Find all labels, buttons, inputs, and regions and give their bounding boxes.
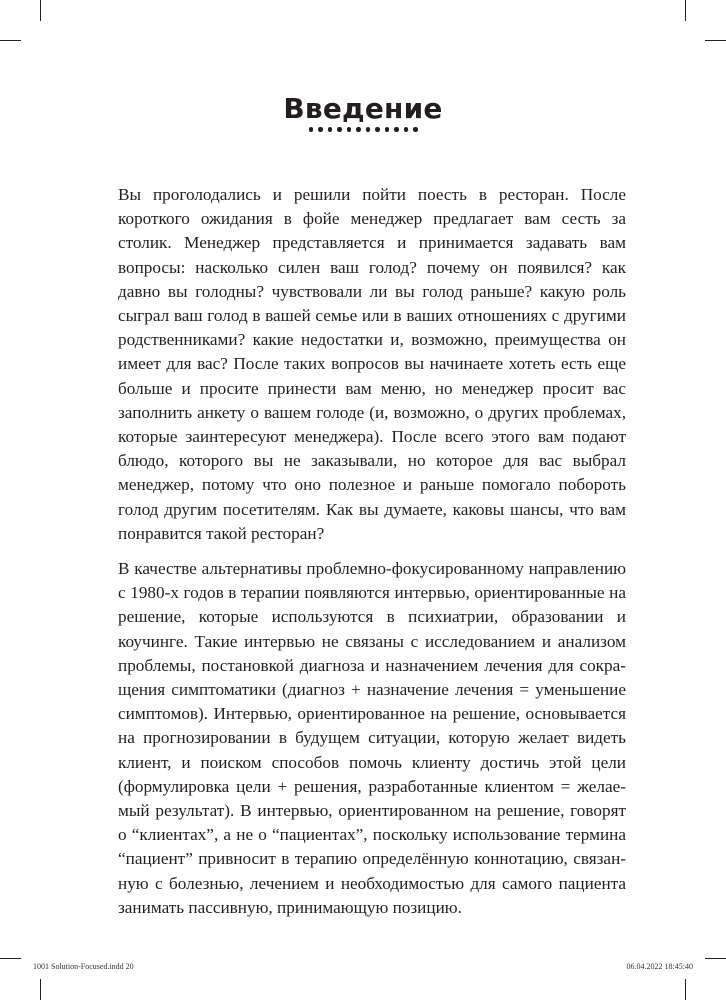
crop-mark-top-right-h <box>705 40 726 41</box>
crop-mark-top-right-v <box>685 0 686 21</box>
crop-mark-bottom-right-v <box>685 979 686 1000</box>
paragraph: Вы проголодались и решили пойти поесть в ресторан. После короткого ожидания в фойе менеджер предлагает вам сесть за столик. Менеджер представляется и принимается задавать вам вопросы: насколько силен ваш голод? почему он появился? как давно вы голодны? чувствовали ли вы голод раньше? какую роль сыграл ваш голод в вашей семье или в ваших отношениях с другими родственниками? какие недостатки и, возможно, преимущества он имеет для вас? После таких вопросов вы начинаете хотеть есть еще больше и просите принести вам меню, но менеджер просит вас заполнить анкету о вашем голоде (и, возможно, о других проблемах, которые заинтересуют менеджера). После всего этого вам подают блюдо, которого вы не заказывали, но которое для вас выбрал менеджер, потому что оно полезное и раньше помогало побороть голод другим посетителям. Как вы думаете, каковы шансы, что вам понравится такой ресторан? <box>118 185 626 543</box>
page-title: Введение <box>283 92 443 125</box>
crop-mark-top-left-h <box>0 40 21 41</box>
body-text <box>118 183 626 920</box>
title-dots-ornament <box>0 127 726 132</box>
slug-datetime: 06.04.2022 18:45:40 <box>626 962 693 971</box>
slug-file-info: 1001 Solution-Focused.indd 20 <box>33 962 134 971</box>
crop-mark-bottom-left-v <box>40 979 41 1000</box>
paragraph: В качестве альтернативы проблемно-фокусированному направлению с 1980-х годов в терапии появляются интервью, ориентированные на решение, которые используются в психиатрии, образовании и коучинге. Такие интервью не связаны с исследованием и анализом проблемы, постановкой диагноза и назначением лечения для сокращения симптоматики (диагноз + назначение лечения = уменьшение симптомов). Интервью, ориентированное на решение, основывается на прогнозировании в будущем ситуации, которую желает видеть клиент, и поиском способов помочь клиенту достичь этой цели (формулировка цели + решения, разработанные клиентом = желаемый результат). В интервью, ориентированном на решение, говорят о “клиентах”, а не о “пациентах”, поскольку использование термина “пациент” привносит в терапию определённую коннотацию, связанную с болезнью, лечением и необходимостью для самого пациента занимать пассивную, принимающую позицию. <box>118 559 626 917</box>
crop-mark-bottom-right-h <box>705 958 726 959</box>
crop-mark-bottom-left-h <box>0 958 21 959</box>
crop-mark-top-left-v <box>40 0 41 21</box>
